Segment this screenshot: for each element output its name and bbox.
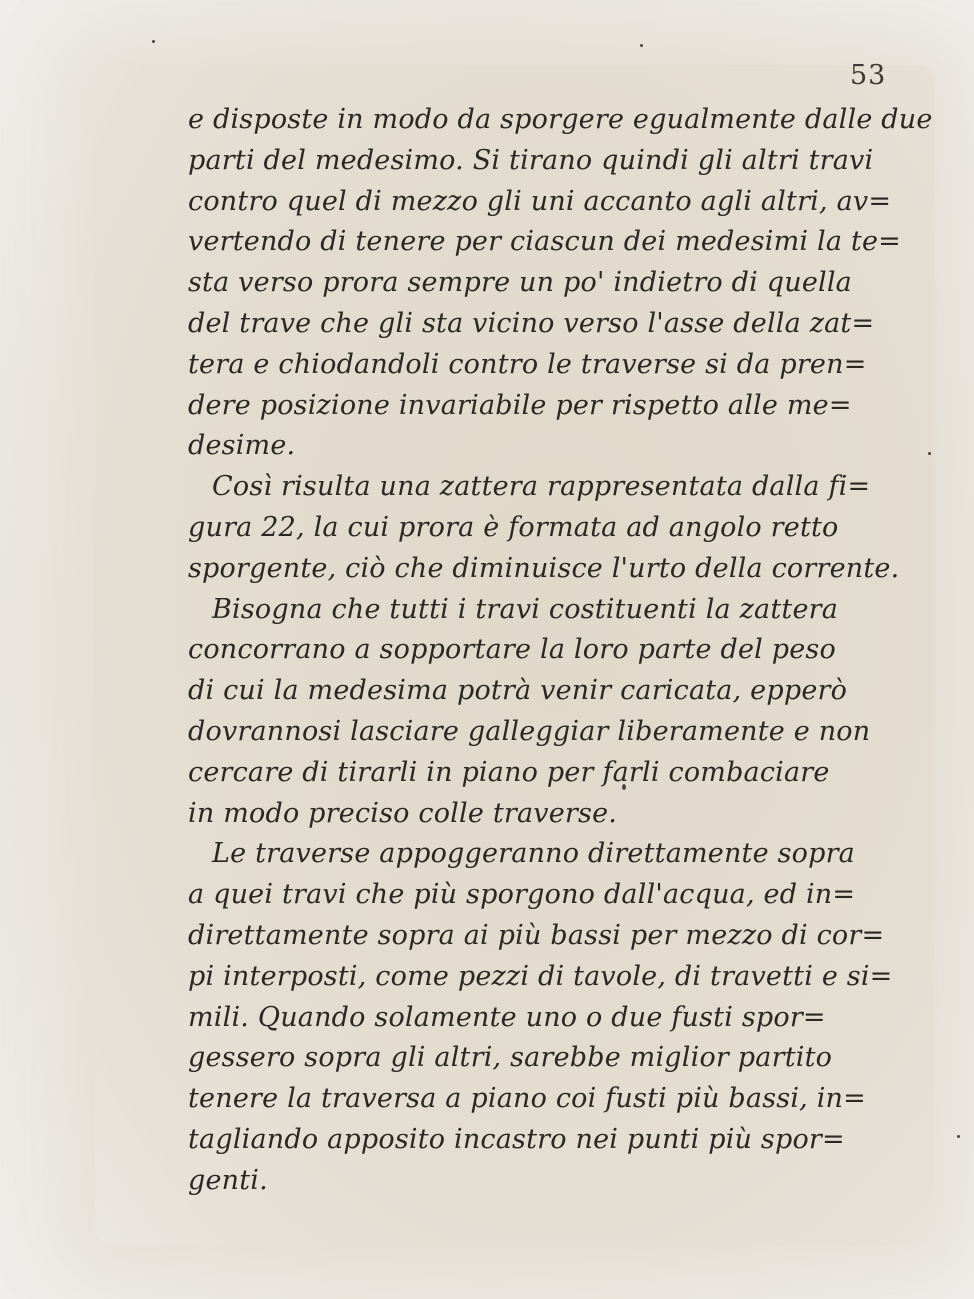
text-line: vertendo di tenere per ciascun dei medesimi la te= (188, 226, 901, 258)
text-line: gura 22, la cui prora è formata ad angolo retto (188, 511, 839, 543)
ink-speck (152, 40, 155, 43)
handwritten-text (188, 100, 933, 1202)
text-line: direttamente sopra ai più bassi per mezzo di cor= (188, 919, 885, 951)
ink-speck (928, 452, 931, 455)
text-line: pi interposti, come pezzi di tavole, di travetti e si= (188, 960, 893, 992)
text-line: Le traverse appoggeranno direttamente sopra (212, 838, 855, 870)
page-number: 53 (850, 60, 887, 91)
text-line: del trave che gli sta vicino verso l'asse della zat= (188, 307, 875, 339)
text-line: a quei travi che più sporgono dall'acqua, ed in= (188, 879, 856, 911)
text-line: contro quel di mezzo gli uni accanto agli altri, av= (188, 185, 892, 217)
text-line: desime. (188, 430, 296, 462)
text-line: mili. Quando solamente uno o due fusti spor= (188, 1001, 826, 1033)
text-line: e disposte in modo da sporgere egualmente dalle due (188, 104, 933, 135)
text-line: cercare di tirarli in piano per farli combaciare (188, 756, 830, 788)
text-line: di cui la medesima potrà venir caricata, epperò (188, 675, 848, 707)
text-line: tenere la traversa a piano coi fusti più bassi, in= (188, 1083, 866, 1115)
text-line: tagliando apposito incastro nei punti più spor= (188, 1123, 845, 1155)
text-line: concorrano a sopportare la loro parte del peso (188, 634, 836, 666)
text-line: Così risulta una zattera rappresentata dalla fi= (212, 471, 871, 503)
text-line: gessero sopra gli altri, sarebbe miglior partito (188, 1042, 833, 1074)
text-line: genti. (188, 1164, 268, 1196)
ink-speck (640, 44, 643, 47)
text-line: Bisogna che tutti i travi costituenti la zattera (212, 593, 839, 625)
text-line: dovrannosi lasciare galleggiar liberamente e non (188, 715, 871, 747)
ink-speck (957, 1135, 960, 1138)
text-line: dere posizione invariabile per rispetto alle me= (188, 389, 852, 421)
text-line: sporgente, ciò che diminuisce l'urto della corrente. (188, 552, 900, 584)
text-line: parti del medesimo. Si tirano quindi gli altri travi (188, 144, 874, 176)
text-line: in modo preciso colle traverse. (188, 797, 618, 829)
text-line: sta verso prora sempre un po' indietro di quella (188, 267, 852, 299)
text-line: tera e chiodandoli contro le traverse si da pren= (188, 348, 867, 380)
